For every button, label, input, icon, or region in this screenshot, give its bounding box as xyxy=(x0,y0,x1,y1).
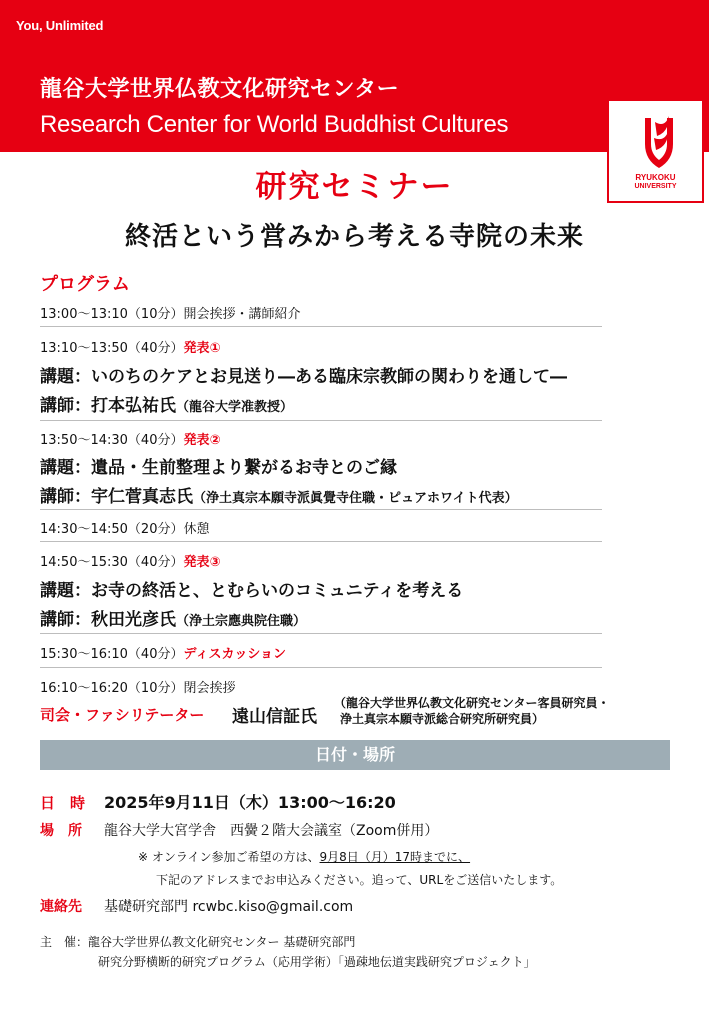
mc-affiliation xyxy=(334,695,610,727)
talk3-speaker-row xyxy=(40,605,306,630)
talk1-speaker-row xyxy=(40,391,293,416)
online-note-line1 xyxy=(138,848,470,865)
contact-email[interactable]: 基礎研究部門 rcwbc.kiso@gmail.com xyxy=(104,899,354,915)
talk3-time: 14:50～15:30（40分） xyxy=(40,555,184,570)
closing-text: 閉会挨拶 xyxy=(183,681,236,696)
talk1-time: 13:10～13:50（40分） xyxy=(40,341,184,356)
online-deadline: 9月8日（月）17時までに、 xyxy=(319,850,471,864)
seminar-label: 研究セミナー xyxy=(255,169,454,205)
date-value: 2025年9月11日（木）13:00～16:20 xyxy=(104,793,396,812)
talk3-speaker: 講師：秋田光彦氏 xyxy=(40,610,176,630)
divider xyxy=(40,667,602,668)
divider xyxy=(40,509,602,510)
talk3-tag: 発表③ xyxy=(183,555,221,570)
online-note-pre: ※ オンライン参加ご希望の方は、 xyxy=(138,850,320,864)
talk1-theme: 講題：いのちのケアとお見送り―ある臨床宗教師の関わりを通して― xyxy=(40,367,567,387)
talk1-tag: 発表① xyxy=(183,341,221,356)
mc-affiliation-line1: （龍谷大学世界仏教文化研究センター客員研究員・ xyxy=(334,696,610,710)
program-break xyxy=(40,518,210,537)
divider xyxy=(40,326,602,327)
online-note-line2: 下記のアドレスまでお申込みください。追って、URLをご送信いたします。 xyxy=(156,873,563,887)
program-closing xyxy=(40,677,236,696)
break-text: 休憩 xyxy=(183,522,210,537)
talk2-tag: 発表② xyxy=(183,433,221,448)
talk1-speaker: 講師：打本弘祐氏 xyxy=(40,396,176,416)
program-heading: プログラム xyxy=(40,274,130,295)
place-value: 龍谷大学大宮学舎 西黌２階大会議室（Zoom併用） xyxy=(104,823,439,839)
divider xyxy=(40,633,602,634)
divider xyxy=(40,420,602,421)
mc-name: 遠山信証氏 xyxy=(232,707,317,727)
center-name-jp: 龍谷大学世界仏教文化研究センター xyxy=(40,77,400,102)
program-discussion xyxy=(40,643,286,662)
date-place-bar: 日付・場所 xyxy=(40,740,670,770)
talk3-theme: 講題：お寺の終活と、とむらいのコミュニティを考える xyxy=(40,581,464,601)
discussion-text: ディスカッション xyxy=(183,647,287,662)
logo-text-university: UNIVERSITY xyxy=(634,183,677,190)
date-label: 日 時 xyxy=(40,794,86,812)
talk2-time-row xyxy=(40,429,221,448)
talk3-affiliation: （浄土宗應典院住職） xyxy=(176,614,307,629)
program-opening xyxy=(40,303,301,322)
talk3-time-row xyxy=(40,551,221,570)
talk1-affiliation: （龍谷大学准教授） xyxy=(176,400,294,415)
center-name-en: Research Center for World Buddhist Cultures xyxy=(40,111,509,138)
brand-tagline: You, Unlimited xyxy=(16,18,104,33)
logo-text-ryukoku: RYUKOKU xyxy=(635,173,676,182)
break-time: 14:30～14:50（20分） xyxy=(40,522,184,537)
mc-affiliation-line2: 浄土真宗本願寺派総合研究所研究員） xyxy=(340,712,545,726)
opening-text: 開会挨拶・講師紹介 xyxy=(183,307,301,322)
organizer-line2: 研究分野横断的研究プログラム（応用学術）「過疎地伝道実践研究プロジェクト」 xyxy=(98,955,536,969)
talk2-theme: 講題：遺品・生前整理より繋がるお寺とのご縁 xyxy=(40,458,397,478)
talk2-affiliation: （浄土真宗本願寺派眞覺寺住職・ピュアホワイト代表） xyxy=(193,491,518,506)
talk2-speaker: 講師：宇仁菅真志氏 xyxy=(40,487,193,507)
header-banner xyxy=(0,0,709,152)
closing-time: 16:10～16:20（10分） xyxy=(40,681,184,696)
seminar-title: 終活という営みから考える寺院の未来 xyxy=(124,222,584,252)
place-label: 場 所 xyxy=(40,823,82,839)
opening-time: 13:00～13:10（10分） xyxy=(40,307,184,322)
talk2-time: 13:50～14:30（40分） xyxy=(40,433,184,448)
divider xyxy=(40,541,602,542)
organizer-line1: 主 催：龍谷大学世界仏教文化研究センター 基礎研究部門 xyxy=(40,935,356,949)
contact-label: 連絡先 xyxy=(40,899,82,915)
talk2-speaker-row xyxy=(40,482,518,507)
mc-role: 司会・ファシリテーター xyxy=(40,706,205,724)
discussion-time: 15:30～16:10（40分） xyxy=(40,647,184,662)
talk1-time-row xyxy=(40,337,221,356)
